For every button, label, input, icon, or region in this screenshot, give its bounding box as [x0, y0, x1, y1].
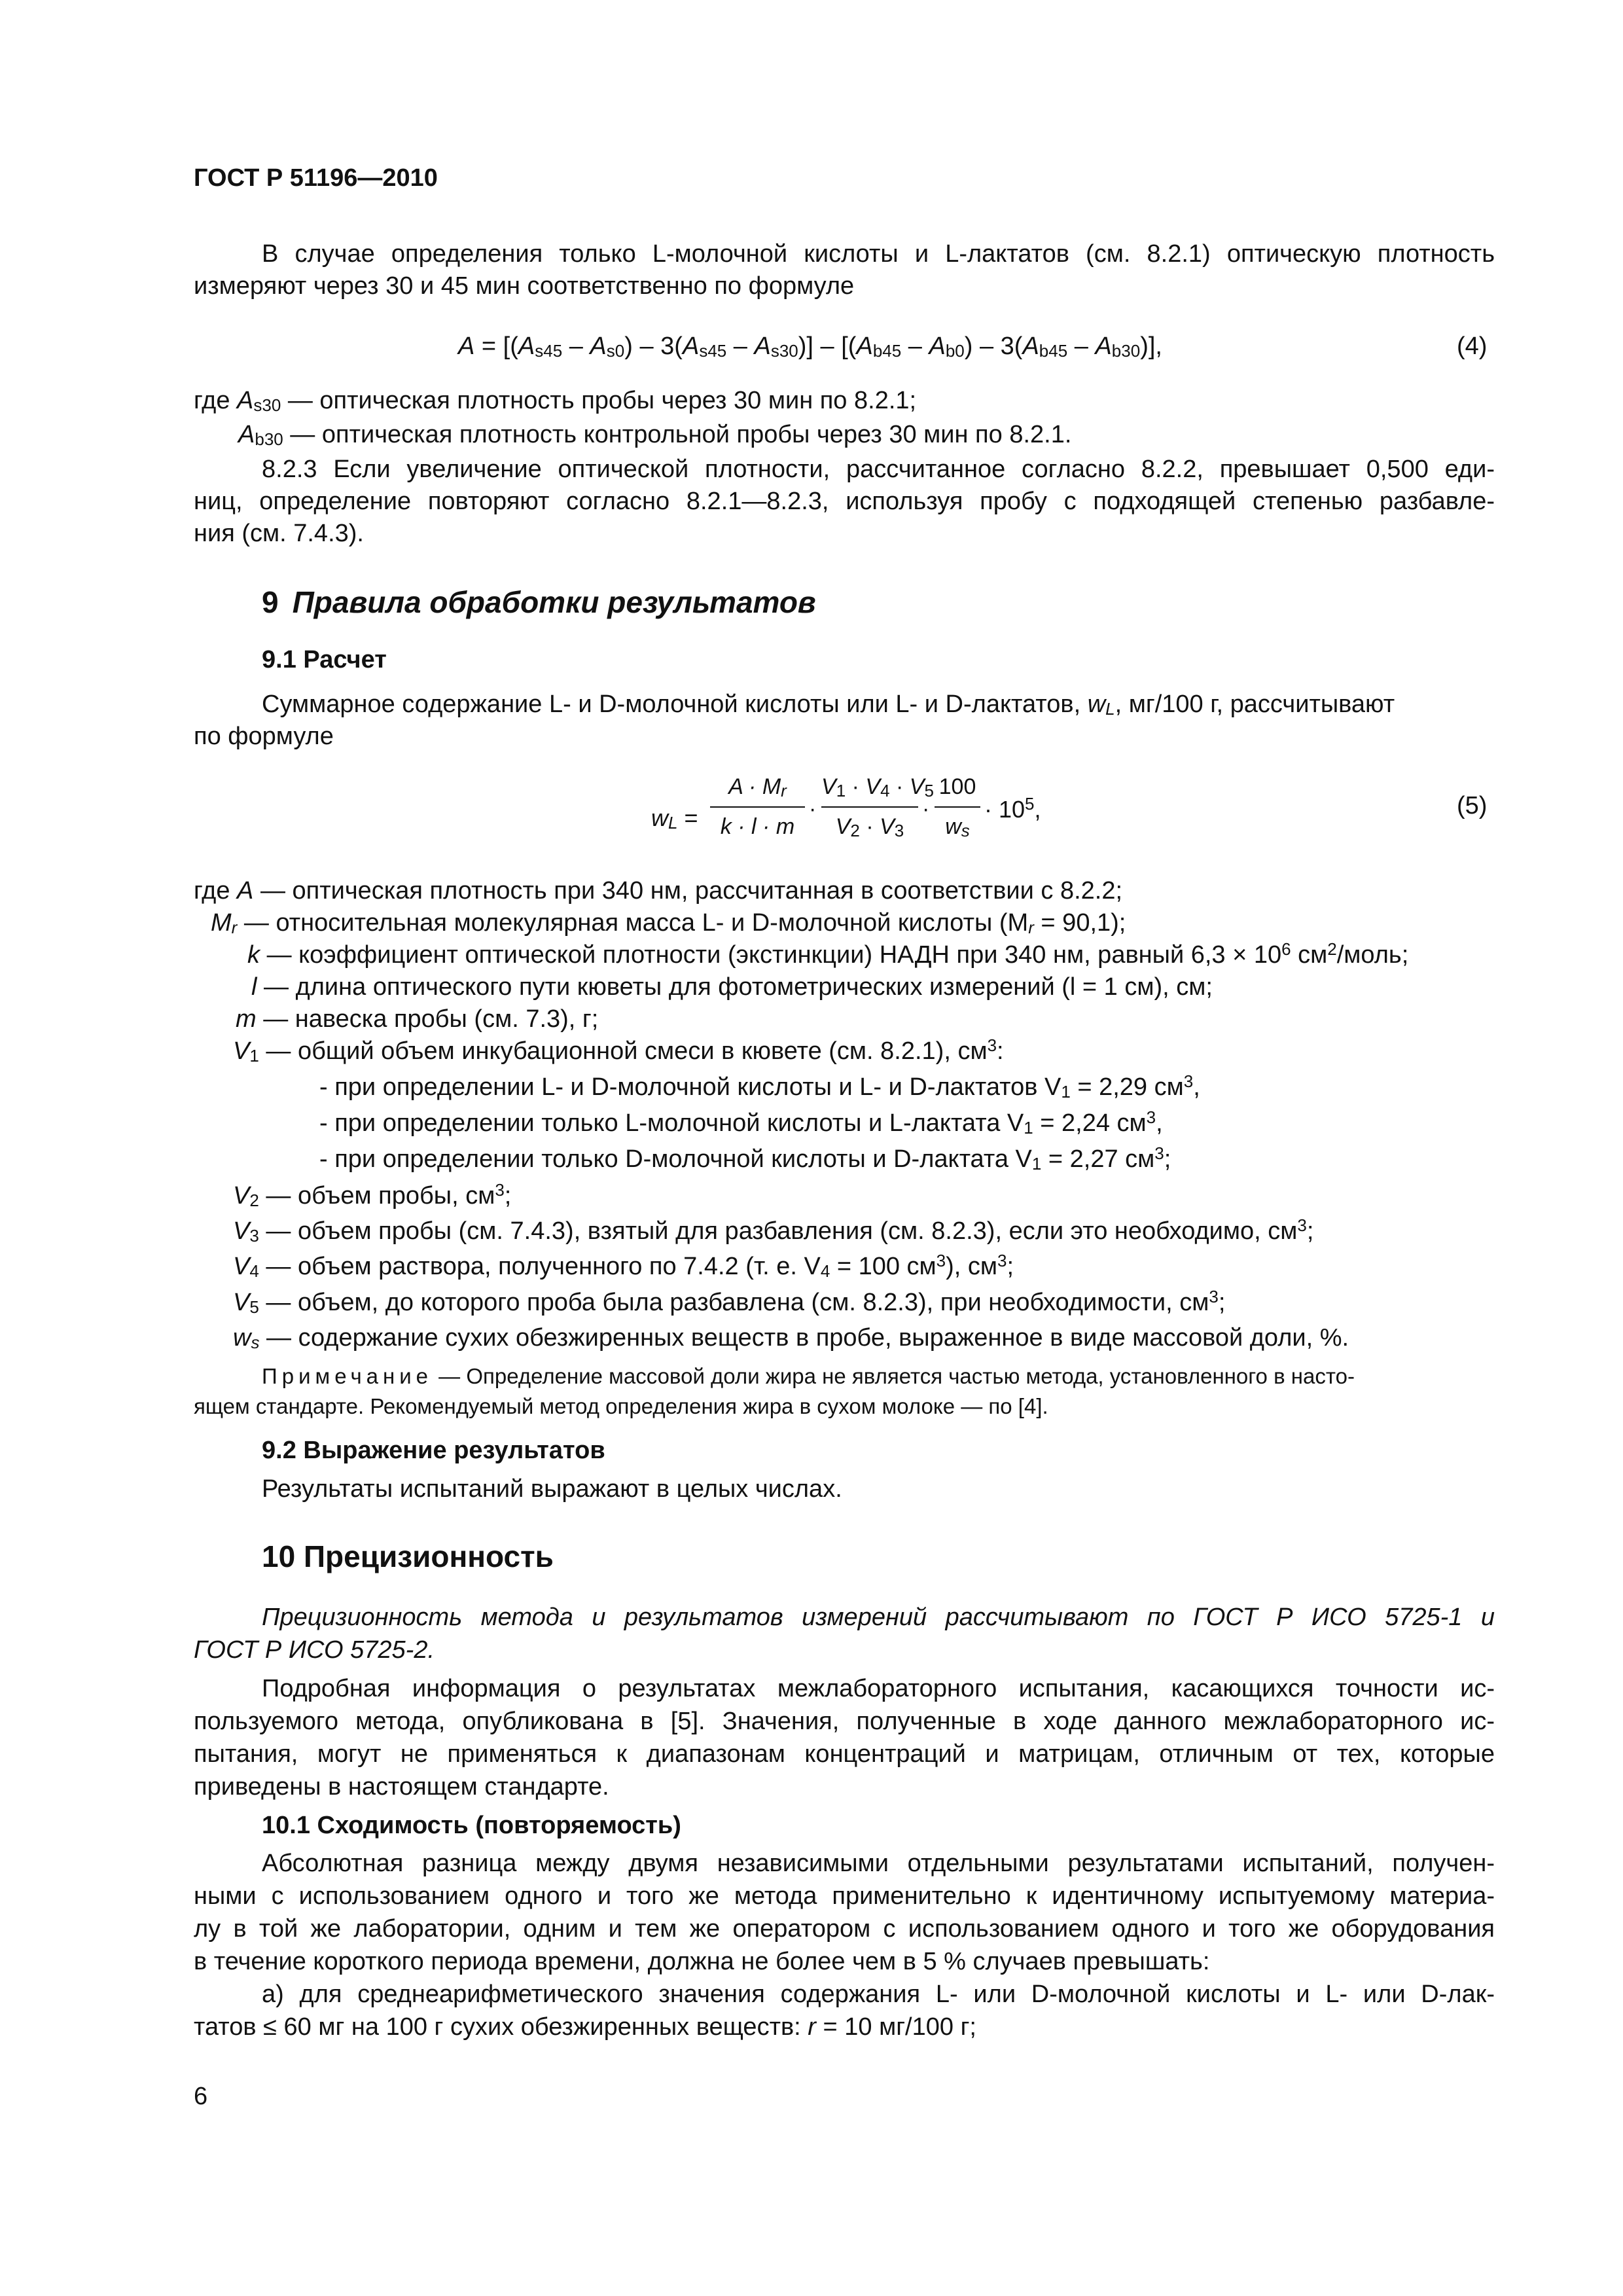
section-10-para-line-1: Подробная информация о результатах межлабораторного испытания, касающихся точности ис-: [262, 1675, 1495, 1702]
def-ws: $w_s$ — содержание сухих обезжиренных веществ в пробе, выраженное в виде массовой доли, %.: [233, 1324, 1349, 1352]
page-number: 6: [194, 2083, 208, 2110]
para-823-line-2: ниц, определение повторяют согласно 8.2.1—8.2.3, используя пробу с подходящей степенью разбавле-: [194, 488, 1495, 515]
def-m: m — навеска пробы (см. 7.3), г;: [236, 1005, 599, 1033]
formula-5-frac1-den: k · l · m: [720, 814, 795, 839]
subsection-10-1-line-4: в течение короткого периода времени, должна не более чем в 5 % случаев превышать:: [194, 1948, 1210, 1975]
section-9-1-para-line-1: Суммарное содержание L- и D-молочной кислоты или L- и D-лактатов, $w_L$, мг/100 г, рассчитывают: [262, 691, 1395, 719]
para-823-line-1: 8.2.3 Если увеличение оптической плотности, рассчитанное согласно 8.2.2, превышает 0,500 еди-: [262, 456, 1495, 483]
subsection-10-1-line-1: Абсолютная разница между двумя независимыми отдельными результатами испытаний, получен-: [262, 1850, 1495, 1877]
section-10-italic-line-2: ГОСТ Р ИСО 5725-2.: [194, 1636, 435, 1664]
section-10-para-line-2: пользуемого метода, опубликована в [5]. Значения, полученные в ходе данного межлабораторного ис-: [194, 1708, 1495, 1735]
section-9-heading: 9 Правила обработки результатов: [262, 585, 816, 619]
intro-line-2: измеряют через 30 и 45 мин соответственно по формуле: [194, 272, 855, 300]
formula-5-frac3-num: 100: [938, 774, 976, 799]
formula-4: $A = [(A_{s45} - A_{s0}) - 3(A_{s45} - A_{s30})] - [(A_{b45} - A_{b0}) - 3(A_{b45} - A_{b30})]$,: [458, 332, 1162, 361]
formula-5-dot-2: ·: [922, 797, 930, 821]
where-4-line-1: где $A_{s30}$ — оптическая плотность пробы через 30 мин по 8.2.1;: [194, 387, 917, 415]
note-line-1: Примечание — Определение массовой доли жира не является частью метода, установленного в насто-: [262, 1364, 1355, 1388]
formula-5-frac1-line: [710, 806, 805, 808]
subsection-9-2-heading: 9.2 Выражение результатов: [262, 1437, 605, 1464]
def-k: k — коэффициент оптической плотности (экстинкции) НАДН при 340 нм, равный $6,3 \times 10^6$ $см^2$/моль;: [247, 939, 1409, 969]
section-10-heading: 10 Прецизионность: [262, 1539, 554, 1573]
formula-5-frac2-den: $V_2 \cdot V_3$: [835, 814, 904, 840]
v1-item-2: - при определении только L-молочной кислоты и L-лактата $V_1 = 2,24$ $см^3$,: [319, 1107, 1163, 1138]
def-V5: $V_5$ — объем, до которого проба была разбавлена (см. 8.2.3), при необходимости, $см^3$;: [233, 1287, 1226, 1317]
formula-4-number: (4): [1457, 332, 1488, 360]
formula-5-frac1-num: $A \cdot M_r$: [728, 774, 787, 800]
formula-5-tail: · $10^5$,: [984, 794, 1041, 823]
subsection-10-1-heading: 10.1 Сходимость (повторяемость): [262, 1812, 681, 1839]
section-10-para-line-4: приведены в настоящем стандарте.: [194, 1773, 609, 1801]
formula-5-number: (5): [1457, 792, 1488, 819]
formula-5-lhs: $w_L$ =: [651, 804, 698, 833]
def-V1: $V_1$ — общий объем инкубационной смеси в кювете (см. 8.2.1), $см^3$:: [233, 1035, 1004, 1066]
v1-item-3: - при определении только D-молочной кислоты и D-лактата $V_1 = 2,27$ $см^3$;: [319, 1143, 1171, 1174]
subsection-10-1-line-2: ными с использованием одного и того же метода применительно к идентичному испытуемому материа-: [194, 1882, 1495, 1910]
formula-5-frac2-line: [821, 806, 918, 808]
item-a-line-1: а) для среднеарифметического значения содержания L- или D-молочной кислоты и L- или D-лак-: [262, 1981, 1495, 2008]
note-line-2: ящем стандарте. Рекомендуемый метод определения жира в сухом молоке — по [4].: [194, 1394, 1048, 1418]
formula-5-dot-1: ·: [809, 797, 817, 821]
def-V4: $V_4$ — объем раствора, полученного по 7.4.2 (т. е. $V_4 = 100$ $см^3$), $см^3$;: [233, 1251, 1014, 1281]
section-10-italic-line-1: Прецизионность метода и результатов измерений рассчитывают по ГОСТ Р ИСО 5725-1 и: [262, 1604, 1495, 1631]
v1-item-1: - при определении L- и D-молочной кислоты и L- и D-лактатов $V_1 = 2,29$ $см^3$,: [319, 1071, 1200, 1102]
formula-5-frac3-line: [935, 806, 980, 808]
def-Mr: $M_r$ — относительная молекулярная масса L- и D-молочной кислоты $(M_r = 90,1)$;: [211, 909, 1126, 937]
para-823-line-3: ния (см. 7.4.3).: [194, 520, 364, 547]
section-10-para-line-3: пытания, могут не применяться к диапазонам концентраций и матрицам, отличным от тех, которые: [194, 1740, 1495, 1768]
formula-5-frac3-den: $w_s$: [945, 814, 970, 840]
def-V3: $V_3$ — объем пробы (см. 7.4.3), взятый для разбавления (см. 8.2.3), если это необходимо, $см^3$;: [233, 1215, 1314, 1246]
def-A: где A — оптическая плотность при 340 нм, рассчитанная в соответствии с 8.2.2;: [194, 877, 1123, 905]
section-9-1-para-line-2: по формуле: [194, 723, 334, 750]
where-4-line-2: $A_{b30}$ — оптическая плотность контрольной пробы через 30 мин по 8.2.1.: [238, 421, 1072, 449]
def-V2: $V_2$ — объем пробы, $см^3$;: [233, 1180, 512, 1210]
document-header: ГОСТ Р 51196—2010: [194, 164, 438, 192]
formula-5-frac2-num: $V_1 \cdot V_4 \cdot V_5$: [821, 774, 934, 800]
intro-line-1: В случае определения только L-молочной кислоты и L-лактатов (см. 8.2.1) оптическую плотность: [262, 240, 1495, 268]
subsection-10-1-line-3: лу в той же лаборатории, одним и тем же оператором с использованием одного и того же оборудования: [194, 1915, 1495, 1943]
def-l: l — длина оптического пути кюветы для фотометрических измерений (l = 1 см), см;: [251, 973, 1213, 1001]
subsection-9-2-text: Результаты испытаний выражают в целых числах.: [262, 1475, 842, 1503]
item-a-line-2: татов ≤ 60 мг на 100 г сухих обезжиренных веществ: r = 10 мг/100 г;: [194, 2013, 976, 2041]
subsection-9-1-heading: 9.1 Расчет: [262, 646, 387, 673]
